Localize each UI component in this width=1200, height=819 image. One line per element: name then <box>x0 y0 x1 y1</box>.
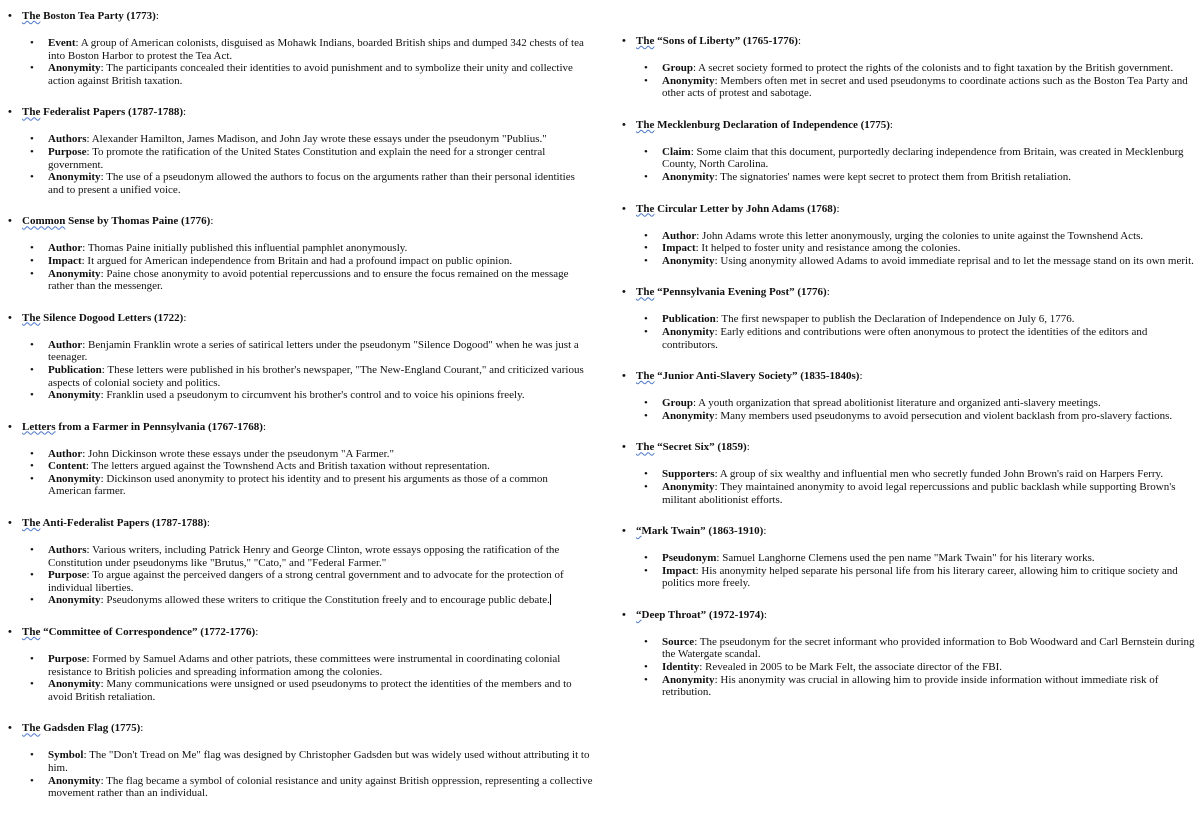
item-text: : The participants concealed their identities to avoid punishment and to symbolize their unity and collective action against British taxation. <box>48 62 573 87</box>
item-text: : Paine chose anonymity to avoid potential repercussions and to ensure the focus remained on the message rather than the messenger. <box>48 267 569 293</box>
heading-colon: : <box>140 722 144 735</box>
item-label: Author <box>48 338 83 351</box>
document-section <box>622 119 1196 184</box>
item-label: Pseudonym <box>662 552 717 565</box>
section-heading <box>8 517 593 530</box>
section-title: “Junior Anti-Slavery Society” (1835-1840s) <box>654 370 860 383</box>
bullet-icon: • <box>644 242 648 255</box>
item-label: Purpose <box>48 145 87 158</box>
item-label: Anonymity <box>48 389 101 402</box>
list-item <box>8 62 593 87</box>
bullet-icon: • <box>644 254 648 267</box>
spellcheck-underlined-word[interactable]: The <box>636 35 655 47</box>
item-text: : Samuel Langhorne Clemens used the pen name "Mark Twain" for his literary works. <box>716 552 1095 565</box>
list-item <box>622 146 1196 171</box>
section-heading <box>622 525 1196 538</box>
bullet-icon: • <box>30 460 34 473</box>
list-item <box>8 37 593 62</box>
list-item <box>622 255 1196 268</box>
document-section <box>622 609 1196 699</box>
section-title: Silence Dogood Letters (1722) <box>40 311 184 324</box>
list-item <box>622 636 1196 661</box>
bullet-list <box>8 339 593 402</box>
bullet-list <box>8 37 593 87</box>
list-item <box>622 313 1196 326</box>
item-label: Anonymity <box>48 594 101 607</box>
spellcheck-underlined-word[interactable]: The <box>636 441 655 454</box>
section-heading <box>8 626 593 639</box>
section-title: Anti-Federalist Papers (1787-1788) <box>40 517 207 530</box>
bullet-icon: • <box>622 202 626 215</box>
bullet-list <box>622 230 1196 268</box>
bullet-icon: • <box>8 626 12 639</box>
section-title: Circular Letter by John Adams (1768) <box>654 202 837 215</box>
list-item <box>8 389 593 402</box>
heading-colon: : <box>836 202 840 215</box>
section-heading <box>622 609 1196 622</box>
item-text: : A youth organization that spread abolitionist literature and organized anti-slavery meetings. <box>692 397 1101 410</box>
item-text: : Benjamin Franklin wrote a series of satirical letters under the pseudonym "Silence Dogood" when he was just a teenager. <box>48 338 579 364</box>
list-item <box>8 653 593 678</box>
spellcheck-underlined-word[interactable]: The <box>636 370 655 383</box>
bullet-icon: • <box>644 74 648 87</box>
list-item <box>8 678 593 703</box>
item-label: Anonymity <box>662 254 715 267</box>
spellcheck-underlined-word[interactable]: The <box>636 286 655 299</box>
heading-colon: : <box>183 106 187 119</box>
item-text: : Various writers, including Patrick Henry and George Clinton, wrote essays opposing the ratification of the Constitution under pseudonyms like "Brutus," "Cato," and "Federal Farmer." <box>48 544 560 569</box>
list-item <box>8 473 593 498</box>
bullet-icon: • <box>8 106 12 119</box>
bullet-icon: • <box>30 145 34 158</box>
heading-colon: : <box>797 35 802 47</box>
bullet-icon: • <box>30 447 34 460</box>
list-item <box>622 565 1196 590</box>
item-text: : Members often met in secret and used pseudonyms to coordinate actions such as the Boston Tea Party and other acts of protest and sabotage. <box>662 74 1188 100</box>
item-label: Authors <box>48 544 87 557</box>
list-item <box>8 448 593 461</box>
item-text: : John Adams wrote this letter anonymously, urging the colonies to unite against the Townshend Acts. <box>696 229 1144 242</box>
item-text: : His anonymity was crucial in allowing him to provide inside information without immediate risk of retribution. <box>662 673 1159 699</box>
document-section <box>8 722 593 799</box>
bullet-icon: • <box>644 552 648 565</box>
list-item <box>622 410 1196 423</box>
spellcheck-underlined-word[interactable]: Letters <box>22 420 56 433</box>
bullet-icon: • <box>622 370 626 383</box>
list-item <box>622 326 1196 351</box>
item-label: Impact <box>662 564 696 577</box>
bullet-icon: • <box>622 35 626 47</box>
item-label: Group <box>662 62 693 74</box>
item-text: : A group of six wealthy and influential men who secretly funded John Brown's raid on Harpers Ferry. <box>714 468 1164 481</box>
item-text: : The "Don't Tread on Me" flag was designed by Christopher Gadsden but was widely used without attributing it to him. <box>48 749 590 774</box>
heading-colon: : <box>763 608 767 621</box>
section-title: Mark Twain” (1863-1910) <box>641 525 764 538</box>
item-text: : His anonymity helped separate his personal life from his literary career, allowing him to critique society and politics more freely. <box>662 564 1178 590</box>
item-label: Anonymity <box>662 409 715 422</box>
bullet-icon: • <box>30 254 34 267</box>
spellcheck-underlined-word[interactable]: Common <box>22 215 66 228</box>
item-text: : To promote the ratification of the United States Constitution and explain the need for a stronger central government. <box>48 145 546 171</box>
document-section <box>622 525 1196 590</box>
bullet-icon: • <box>8 311 12 324</box>
section-title: “Sons of Liberty” (1765-1776) <box>654 35 798 47</box>
item-label: Event <box>48 37 76 49</box>
list-item <box>8 775 593 800</box>
spellcheck-underlined-word[interactable]: The <box>22 626 41 639</box>
bullet-list <box>622 468 1196 506</box>
list-item <box>622 397 1196 410</box>
list-item <box>8 569 593 594</box>
spellcheck-underlined-word[interactable]: The <box>22 10 41 22</box>
item-text: : The signatories' names were kept secret to protect them from British retaliation. <box>714 170 1071 183</box>
bullet-icon: • <box>644 673 648 686</box>
bullet-icon: • <box>30 242 34 255</box>
item-text: : Many communications were unsigned or used pseudonyms to protect the identities of the members and to avoid British retaliation. <box>48 678 572 703</box>
section-heading <box>8 215 593 228</box>
section-heading <box>8 106 593 119</box>
bullet-icon: • <box>30 133 34 146</box>
item-label: Anonymity <box>662 673 715 686</box>
heading-colon: : <box>210 215 214 228</box>
bullet-list <box>8 242 593 292</box>
item-text: : Revealed in 2005 to be Mark Felt, the associate director of the FBI. <box>699 661 1003 674</box>
bullet-icon: • <box>8 215 12 228</box>
item-text: : To argue against the perceived dangers of a strong central government and to advocate for the protection of individual liberties. <box>48 569 564 594</box>
section-title: Sense by Thomas Paine (1776) <box>65 215 211 228</box>
spellcheck-underlined-word[interactable]: The <box>22 722 41 735</box>
bullet-icon: • <box>30 171 34 184</box>
spellcheck-underlined-word[interactable]: The <box>22 311 41 324</box>
item-label: Purpose <box>48 569 87 582</box>
bullet-icon: • <box>30 569 34 582</box>
item-text: : Pseudonyms allowed these writers to critique the Constitution freely and to encourage public debate. <box>100 594 550 607</box>
bullet-list <box>622 636 1196 699</box>
item-text: : A group of American colonists, disguised as Mohawk Indians, boarded British ships and dumped 342 chests of tea into Boston Harbor to protest the Tea Act. <box>48 37 584 62</box>
spellcheck-underlined-word[interactable]: The <box>22 517 41 530</box>
item-label: Anonymity <box>662 480 715 493</box>
list-item <box>622 62 1196 75</box>
bullet-icon: • <box>644 170 648 183</box>
item-text: : These letters were published in his brother's newspaper, "The New-England Courant," and criticized various aspects of colonial society and politics. <box>48 363 584 389</box>
bullet-icon: • <box>30 267 34 280</box>
item-label: Anonymity <box>662 325 715 338</box>
bullet-icon: • <box>8 10 12 22</box>
document-section <box>8 106 593 196</box>
bullet-icon: • <box>644 145 648 158</box>
list-item <box>622 468 1196 481</box>
bullet-icon: • <box>30 653 34 666</box>
list-item <box>8 242 593 255</box>
item-text: : The letters argued against the Townshend Acts and British taxation without representation. <box>85 460 490 473</box>
bullet-list <box>8 544 593 607</box>
item-label: Publication <box>48 363 102 376</box>
section-title: Gadsden Flag (1775) <box>40 722 141 735</box>
document-section <box>622 35 1196 100</box>
list-item <box>8 146 593 171</box>
section-heading <box>8 722 593 735</box>
item-label: Impact <box>662 242 696 255</box>
bullet-icon: • <box>30 389 34 402</box>
item-label: Author <box>48 242 83 255</box>
section-heading <box>622 286 1196 299</box>
bullet-icon: • <box>644 661 648 674</box>
item-label: Author <box>48 447 83 460</box>
list-item <box>622 242 1196 255</box>
item-label: Anonymity <box>48 472 101 485</box>
bullet-icon: • <box>8 420 12 433</box>
item-text: : Alexander Hamilton, James Madison, and John Jay wrote these essays under the pseudonym "Publius." <box>86 133 547 146</box>
document-section <box>622 441 1196 506</box>
bullet-icon: • <box>644 480 648 493</box>
item-label: Symbol <box>48 749 84 762</box>
item-text: : Using anonymity allowed Adams to avoid immediate reprisal and to let the message stand on its own merit. <box>714 254 1194 267</box>
heading-colon: : <box>826 286 830 299</box>
item-text: : Dickinson used anonymity to protect his identity and to present his arguments as those of a common American farmer. <box>48 472 548 498</box>
list-item <box>622 75 1196 100</box>
bullet-icon: • <box>30 774 34 787</box>
item-text: : The flag became a symbol of colonial resistance and unity against British oppression, representing a collective movement rather than an individual. <box>48 774 593 800</box>
list-item <box>8 133 593 146</box>
list-item <box>622 230 1196 243</box>
bullet-list <box>8 448 593 498</box>
heading-colon: : <box>889 118 893 131</box>
document-section <box>8 215 593 292</box>
bullet-list <box>8 653 593 703</box>
bullet-icon: • <box>622 608 626 621</box>
bullet-icon: • <box>30 749 34 762</box>
document-section <box>622 286 1196 351</box>
bullet-icon: • <box>644 635 648 648</box>
bullet-icon: • <box>644 397 648 410</box>
item-label: Anonymity <box>48 62 101 75</box>
item-text: : The first newspaper to publish the Declaration of Independence on July 6, 1776. <box>715 313 1075 326</box>
heading-colon: : <box>255 626 259 639</box>
item-label: Anonymity <box>662 74 715 87</box>
bullet-icon: • <box>30 678 34 691</box>
item-text: : John Dickinson wrote these essays under the pseudonym "A Farmer." <box>82 447 394 460</box>
bullet-list <box>622 313 1196 351</box>
item-label: Group <box>662 397 693 410</box>
section-title: Federalist Papers (1787-1788) <box>40 106 184 119</box>
spellcheck-underlined-word[interactable]: The <box>636 118 655 131</box>
item-label: Anonymity <box>48 171 101 184</box>
bullet-list <box>622 552 1196 590</box>
section-title: Deep Throat” (1972-1974) <box>641 608 764 621</box>
section-heading <box>622 35 1196 48</box>
item-text: : It argued for American independence from Britain and had a profound impact on public opinion. <box>81 254 513 267</box>
bullet-icon: • <box>8 517 12 530</box>
document-section <box>8 10 593 87</box>
item-label: Publication <box>662 313 716 326</box>
item-label: Authors <box>48 133 87 146</box>
bullet-icon: • <box>644 325 648 338</box>
bullet-list <box>622 62 1196 100</box>
spellcheck-underlined-word[interactable]: “ <box>636 525 642 538</box>
bullet-icon: • <box>622 118 626 131</box>
list-item <box>8 594 593 607</box>
item-label: Claim <box>662 145 691 158</box>
item-label: Impact <box>48 254 82 267</box>
list-item <box>8 339 593 364</box>
item-label: Anonymity <box>48 678 101 691</box>
heading-colon: : <box>262 420 267 433</box>
item-text: : They maintained anonymity to avoid legal repercussions and public backlash while supporting Brown's militant abolitionist efforts. <box>662 480 1176 506</box>
bullet-icon: • <box>30 594 34 607</box>
bullet-icon: • <box>622 441 626 454</box>
document-right-column <box>622 0 1196 718</box>
item-label: Anonymity <box>48 774 101 787</box>
item-label: Supporters <box>662 468 715 481</box>
bullet-icon: • <box>30 62 34 75</box>
item-label: Anonymity <box>48 267 101 280</box>
bullet-icon: • <box>644 564 648 577</box>
bullet-list <box>622 397 1196 422</box>
bullet-icon: • <box>30 472 34 485</box>
heading-colon: : <box>206 517 210 530</box>
item-text: : A secret society formed to protect the rights of the colonists and to fight taxation by the British government. <box>692 62 1174 74</box>
text-cursor <box>550 594 551 605</box>
section-title: “Committee of Correspondence” (1772-1776) <box>40 626 256 639</box>
list-item <box>622 552 1196 565</box>
item-text: : Franklin used a pseudonym to circumvent his brother's control and to voice his opinions freely. <box>100 389 525 402</box>
item-text: : The use of a pseudonym allowed the authors to focus on the arguments rather than their personal identities and to present a unified voice. <box>48 171 575 196</box>
document-left-column <box>8 0 593 819</box>
bullet-icon: • <box>644 409 648 422</box>
bullet-icon: • <box>644 313 648 326</box>
item-label: Author <box>662 229 697 242</box>
bullet-icon: • <box>30 37 34 49</box>
bullet-icon: • <box>30 338 34 351</box>
section-heading <box>8 10 593 23</box>
item-label: Purpose <box>48 653 87 666</box>
section-title: Boston Tea Party (1773) <box>40 10 156 22</box>
item-label: Content <box>48 460 86 473</box>
item-text: : Early editions and contributions were often anonymous to protect the identities of the editors and contributors. <box>662 325 1148 351</box>
list-item <box>8 268 593 293</box>
list-item <box>622 661 1196 674</box>
section-title: from a Farmer in Pennsylvania (1767-1768) <box>55 420 263 433</box>
section-heading <box>622 370 1196 383</box>
item-text: : Thomas Paine initially published this influential pamphlet anonymously. <box>82 242 408 255</box>
document-section <box>8 312 593 402</box>
list-item <box>8 749 593 774</box>
bullet-list <box>8 133 593 196</box>
section-heading <box>8 421 593 434</box>
item-text: : It helped to foster unity and resistance among the colonies. <box>695 242 961 255</box>
list-item <box>8 364 593 389</box>
section-title: “Pennsylvania Evening Post” (1776) <box>654 286 827 299</box>
bullet-icon: • <box>644 229 648 242</box>
item-text: : Many members used pseudonyms to avoid persecution and violent backlash from pro-slavery factions. <box>714 409 1173 422</box>
list-item <box>622 481 1196 506</box>
item-label: Source <box>662 635 695 648</box>
bullet-icon: • <box>644 468 648 481</box>
section-heading <box>622 441 1196 454</box>
spellcheck-underlined-word[interactable]: “ <box>636 608 642 621</box>
list-item <box>622 674 1196 699</box>
list-item <box>8 171 593 196</box>
document-section <box>622 203 1196 268</box>
document-section <box>8 626 593 703</box>
document-section <box>8 517 593 607</box>
section-title: Mecklenburg Declaration of Independence (1775) <box>654 118 890 131</box>
item-label: Anonymity <box>662 170 715 183</box>
list-item <box>622 171 1196 184</box>
item-label: Identity <box>662 661 700 674</box>
bullet-list <box>622 146 1196 184</box>
spellcheck-underlined-word[interactable]: The <box>636 202 655 215</box>
bullet-icon: • <box>622 286 626 299</box>
heading-colon: : <box>183 311 187 324</box>
item-text: : Formed by Samuel Adams and other patriots, these committees were instrumental in coordinating colonial resistance to British policies and spreading information among the colonies. <box>48 653 561 678</box>
bullet-icon: • <box>30 544 34 557</box>
bullet-icon: • <box>30 363 34 376</box>
list-item <box>8 544 593 569</box>
bullet-icon: • <box>622 525 626 538</box>
heading-colon: : <box>859 370 863 383</box>
heading-colon: : <box>746 441 750 454</box>
item-text: : Some claim that this document, purportedly declaring independence from Britain, was created in Mecklenburg County, North Carolina. <box>662 145 1184 171</box>
document-section <box>622 370 1196 422</box>
spellcheck-underlined-word[interactable]: The <box>22 106 41 119</box>
list-item <box>8 460 593 473</box>
bullet-list <box>8 749 593 799</box>
document-section <box>8 421 593 498</box>
heading-colon: : <box>763 525 767 538</box>
list-item <box>8 255 593 268</box>
section-heading <box>8 312 593 325</box>
heading-colon: : <box>155 10 159 22</box>
bullet-icon: • <box>8 722 12 735</box>
section-title: “Secret Six” (1859) <box>654 441 747 454</box>
section-heading <box>622 203 1196 216</box>
bullet-icon: • <box>644 62 648 74</box>
section-heading <box>622 119 1196 132</box>
item-text: : The pseudonym for the secret informant who provided information to Bob Woodward and Carl Bernstein during the Watergate scandal. <box>662 635 1195 661</box>
